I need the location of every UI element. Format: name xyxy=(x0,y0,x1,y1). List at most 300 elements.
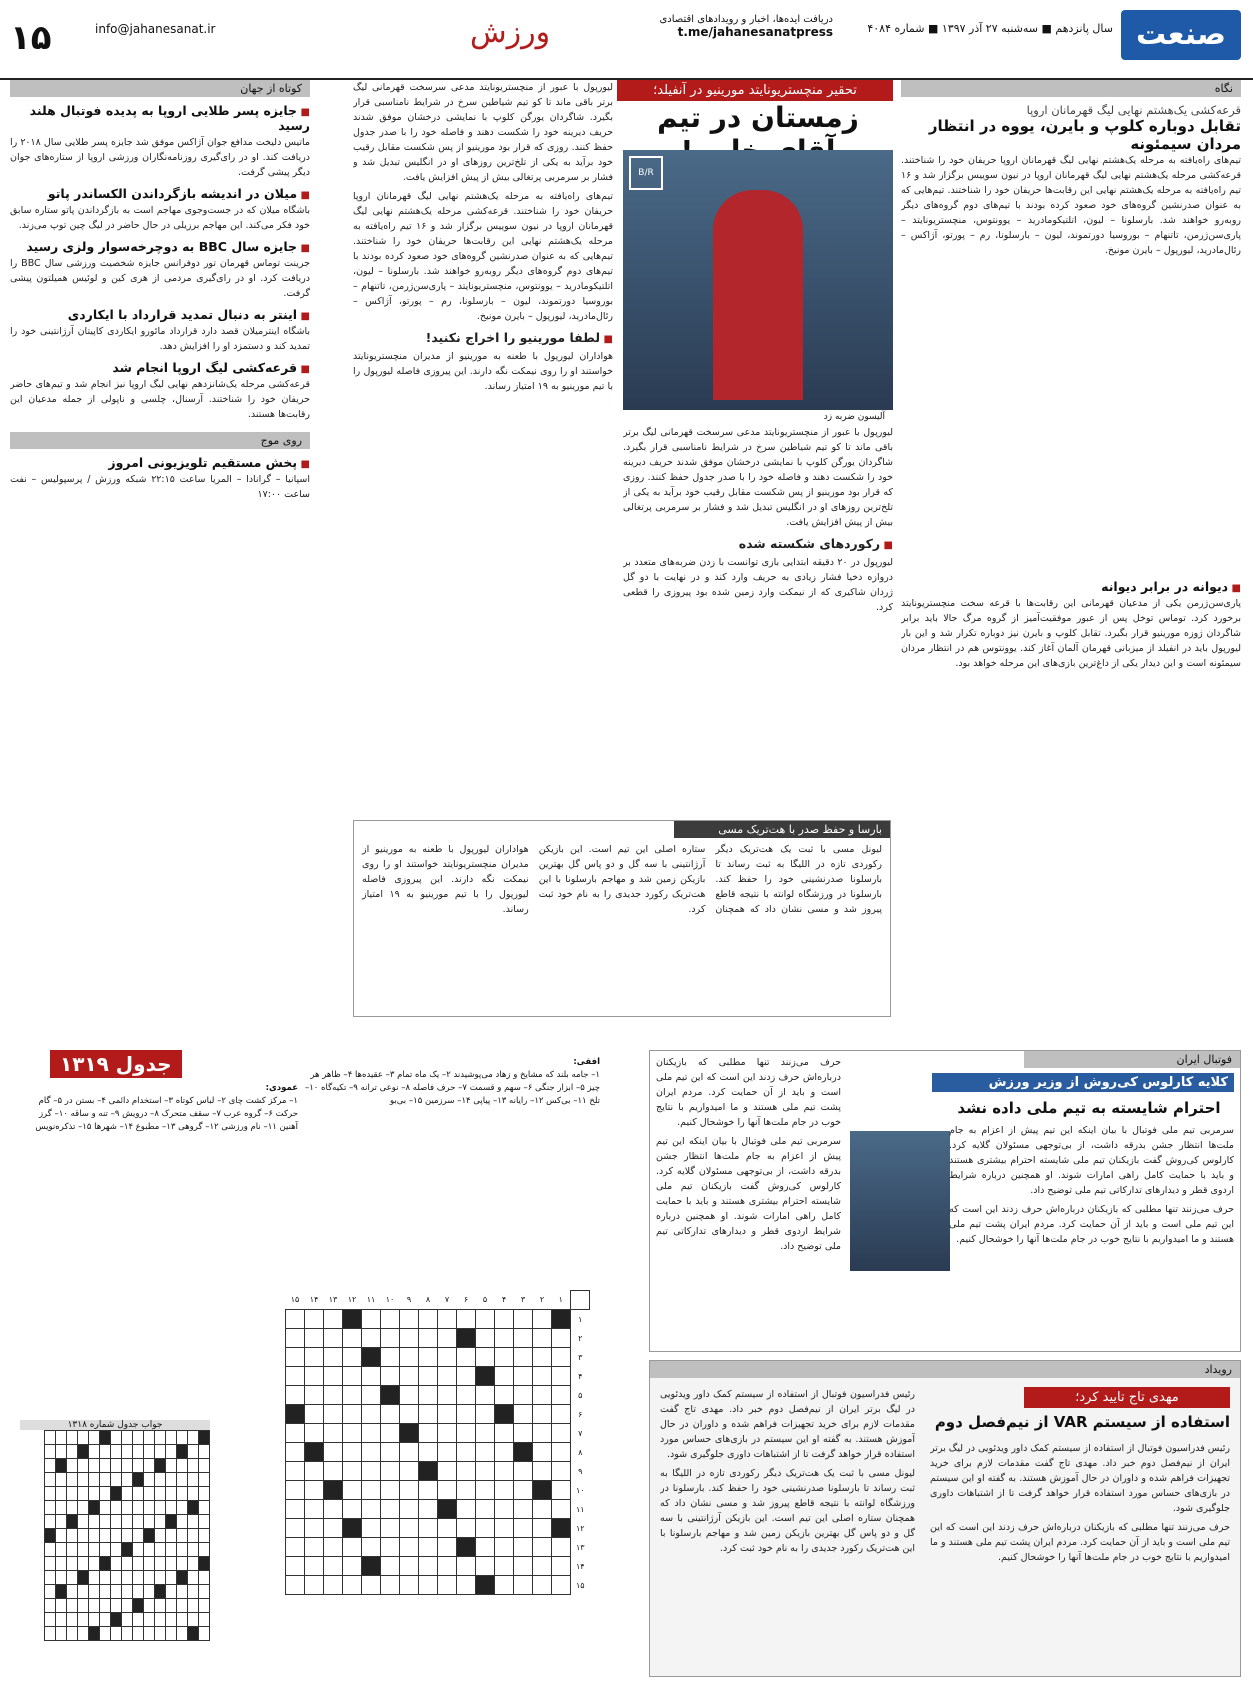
grid-cell[interactable] xyxy=(476,1310,495,1329)
grid-cell[interactable] xyxy=(495,1576,514,1595)
grid-cell[interactable] xyxy=(400,1538,419,1557)
grid-cell[interactable] xyxy=(457,1557,476,1576)
grid-cell[interactable] xyxy=(438,1500,457,1519)
answer-cell xyxy=(45,1473,56,1487)
grid-cell[interactable] xyxy=(457,1405,476,1424)
grid-row-number: ۱۵ xyxy=(575,1580,585,1590)
answer-cell xyxy=(111,1585,122,1599)
grid-cell[interactable] xyxy=(400,1481,419,1500)
grid-cell[interactable] xyxy=(362,1557,381,1576)
answer-cell xyxy=(199,1543,210,1557)
grid-cell[interactable] xyxy=(419,1557,438,1576)
grid-cell[interactable] xyxy=(476,1557,495,1576)
answer-cell xyxy=(56,1613,67,1627)
grid-cell[interactable] xyxy=(514,1443,533,1462)
answer-cell xyxy=(199,1571,210,1585)
grid-cell[interactable] xyxy=(457,1519,476,1538)
grid-row-number: ۶ xyxy=(578,1409,583,1419)
grid-cell[interactable] xyxy=(533,1481,552,1500)
grid-cell[interactable] xyxy=(533,1310,552,1329)
grid-cell[interactable] xyxy=(343,1310,362,1329)
grid-cell[interactable] xyxy=(476,1519,495,1538)
grid-cell[interactable] xyxy=(457,1576,476,1595)
grid-cell[interactable] xyxy=(419,1329,438,1348)
grid-cell[interactable] xyxy=(495,1386,514,1405)
grid-cell[interactable] xyxy=(438,1310,457,1329)
grid-cell[interactable] xyxy=(362,1348,381,1367)
grid-col-number: ۶ xyxy=(463,1295,469,1305)
grid-cell[interactable] xyxy=(533,1557,552,1576)
grid-cell[interactable] xyxy=(476,1462,495,1481)
grid-cell[interactable] xyxy=(362,1367,381,1386)
grid-cell[interactable] xyxy=(533,1348,552,1367)
grid-cell[interactable] xyxy=(476,1576,495,1595)
grid-cell[interactable] xyxy=(381,1576,400,1595)
grid-cell[interactable] xyxy=(324,1538,343,1557)
answer-cell xyxy=(177,1445,188,1459)
grid-cell[interactable] xyxy=(362,1576,381,1595)
answer-cell xyxy=(199,1627,210,1641)
grid-cell[interactable] xyxy=(324,1329,343,1348)
answer-cell xyxy=(188,1585,199,1599)
grid-cell[interactable] xyxy=(324,1367,343,1386)
grid-cell[interactable] xyxy=(305,1310,324,1329)
grid-cell[interactable] xyxy=(419,1405,438,1424)
grid-cell[interactable] xyxy=(514,1405,533,1424)
grid-cell[interactable] xyxy=(514,1500,533,1519)
answer-cell xyxy=(199,1599,210,1613)
grid-cell[interactable] xyxy=(514,1310,533,1329)
answer-cell xyxy=(89,1571,100,1585)
grid-cell[interactable] xyxy=(324,1500,343,1519)
grid-cell[interactable] xyxy=(381,1424,400,1443)
grid-cell[interactable] xyxy=(419,1462,438,1481)
grid-cell[interactable] xyxy=(533,1443,552,1462)
answer-cell xyxy=(144,1599,155,1613)
grid-cell[interactable] xyxy=(305,1443,324,1462)
grid-cell[interactable] xyxy=(419,1519,438,1538)
news-item-title[interactable]: ■ جایزه سال BBC به دوچرخه‌سوار ولزی رسید xyxy=(10,239,310,254)
grid-cell[interactable] xyxy=(476,1405,495,1424)
grid-cell[interactable] xyxy=(552,1348,571,1367)
answer-cell xyxy=(199,1613,210,1627)
crossword-grid[interactable] xyxy=(285,1290,590,1595)
answer-cell xyxy=(67,1613,78,1627)
grid-cell[interactable] xyxy=(419,1443,438,1462)
grid-cell[interactable] xyxy=(400,1557,419,1576)
news-item-title[interactable]: ■ میلان در اندیشه بازگرداندن الکساندر پاتو xyxy=(10,186,310,201)
grid-cell[interactable] xyxy=(552,1576,571,1595)
answer-cell xyxy=(133,1515,144,1529)
grid-cell[interactable] xyxy=(495,1538,514,1557)
grid-cell[interactable] xyxy=(495,1405,514,1424)
grid-cell[interactable] xyxy=(457,1481,476,1500)
grid-cell[interactable] xyxy=(438,1481,457,1500)
grid-cell[interactable] xyxy=(324,1519,343,1538)
grid-cell[interactable] xyxy=(381,1310,400,1329)
grid-cell[interactable] xyxy=(457,1348,476,1367)
grid-cell[interactable] xyxy=(305,1386,324,1405)
news-item-title[interactable]: ■ اینتر به دنبال تمدید قرارداد با ایکاردی xyxy=(10,307,310,322)
grid-cell[interactable] xyxy=(457,1329,476,1348)
grid-cell[interactable] xyxy=(552,1329,571,1348)
grid-cell[interactable] xyxy=(533,1329,552,1348)
grid-cell[interactable] xyxy=(552,1443,571,1462)
grid-cell[interactable] xyxy=(286,1424,305,1443)
answer-cell xyxy=(155,1571,166,1585)
subhead: ■ لطفا مورینیو را اخراج نکنید! xyxy=(353,330,613,347)
grid-cell[interactable] xyxy=(324,1443,343,1462)
grid-cell[interactable] xyxy=(457,1386,476,1405)
grid-cell[interactable] xyxy=(343,1386,362,1405)
grid-cell[interactable] xyxy=(552,1538,571,1557)
answer-cell xyxy=(45,1543,56,1557)
grid-cell[interactable] xyxy=(495,1348,514,1367)
grid-cell[interactable] xyxy=(438,1386,457,1405)
grid-cell[interactable] xyxy=(495,1481,514,1500)
grid-cell[interactable] xyxy=(324,1576,343,1595)
grid-cell[interactable] xyxy=(381,1538,400,1557)
grid-row-number: ۱۰ xyxy=(575,1485,585,1495)
box-body xyxy=(949,1123,1234,1348)
grid-cell[interactable] xyxy=(533,1405,552,1424)
grid-cell[interactable] xyxy=(381,1481,400,1500)
grid-cell[interactable] xyxy=(495,1443,514,1462)
answer-cell xyxy=(45,1459,56,1473)
grid-cell[interactable] xyxy=(438,1462,457,1481)
answer-cell xyxy=(100,1599,111,1613)
grid-cell[interactable] xyxy=(476,1443,495,1462)
grid-cell[interactable] xyxy=(419,1538,438,1557)
grid-cell[interactable] xyxy=(457,1500,476,1519)
news-item-title[interactable]: ■ جایزه پسر طلایی اروپا به پدیده فوتبال هلند رسید xyxy=(10,103,310,133)
answer-cell xyxy=(144,1459,155,1473)
headline[interactable]: تقابل دوباره کلوپ و بایرن، یووه در انتظار مردان سیمئونه xyxy=(928,117,1241,153)
answer-cell xyxy=(188,1543,199,1557)
grid-cell[interactable] xyxy=(514,1348,533,1367)
grid-cell[interactable] xyxy=(381,1367,400,1386)
grid-cell[interactable] xyxy=(457,1538,476,1557)
grid-cell[interactable] xyxy=(362,1538,381,1557)
grid-cell[interactable] xyxy=(533,1367,552,1386)
grid-cell[interactable] xyxy=(381,1386,400,1405)
grid-cell[interactable] xyxy=(438,1348,457,1367)
grid-cell[interactable] xyxy=(400,1576,419,1595)
answer-cell xyxy=(78,1501,89,1515)
grid-cell[interactable] xyxy=(495,1519,514,1538)
grid-cell[interactable] xyxy=(381,1443,400,1462)
grid-cell[interactable] xyxy=(286,1310,305,1329)
grid-cell[interactable] xyxy=(476,1538,495,1557)
grid-cell[interactable] xyxy=(343,1348,362,1367)
grid-cell[interactable] xyxy=(286,1538,305,1557)
grid-cell[interactable] xyxy=(552,1310,571,1329)
answer-cell xyxy=(89,1431,100,1445)
grid-cell[interactable] xyxy=(381,1462,400,1481)
grid-cell[interactable] xyxy=(476,1424,495,1443)
grid-cell[interactable] xyxy=(495,1500,514,1519)
grid-cell[interactable] xyxy=(457,1424,476,1443)
grid-cell[interactable] xyxy=(533,1424,552,1443)
grid-cell[interactable] xyxy=(533,1519,552,1538)
grid-cell[interactable] xyxy=(400,1443,419,1462)
vertical-text: ۱– مرکز کشت چای ۲– لباس کوتاه ۳– استخدام دائمی ۴– بستن در ۵– گام حرکت ۶– گروه عرب ۷– سقف متحرک ۸– درویش ۹– تنه و ساقه ۱۰– گرز آهنین ۱۱– نام ورزشی ۱۲– گروهی ۱۳– مطبوع ۱۴– شهرها ۱۵– تذکره‌نویس xyxy=(35,1096,298,1132)
headline[interactable]: احترام شایسته به تیم ملی داده نشد xyxy=(957,1099,1221,1117)
grid-cell[interactable] xyxy=(343,1557,362,1576)
grid-cell[interactable] xyxy=(305,1519,324,1538)
grid-cell[interactable] xyxy=(343,1538,362,1557)
grid-cell[interactable] xyxy=(495,1310,514,1329)
grid-cell[interactable] xyxy=(343,1424,362,1443)
grid-cell[interactable] xyxy=(324,1462,343,1481)
grid-cell[interactable] xyxy=(514,1538,533,1557)
grid-cell[interactable] xyxy=(343,1576,362,1595)
box-bar[interactable]: بارسا و حفظ صدر با هت‌تریک مسی xyxy=(674,821,890,838)
grid-cell[interactable] xyxy=(362,1500,381,1519)
grid-cell[interactable] xyxy=(305,1405,324,1424)
grid-cell[interactable] xyxy=(438,1424,457,1443)
grid-cell[interactable] xyxy=(305,1538,324,1557)
grid-cell[interactable] xyxy=(400,1462,419,1481)
grid-cell[interactable] xyxy=(438,1443,457,1462)
grid-cell[interactable] xyxy=(552,1519,571,1538)
grid-cell[interactable] xyxy=(552,1462,571,1481)
grid-cell[interactable] xyxy=(286,1367,305,1386)
grid-cell[interactable] xyxy=(305,1424,324,1443)
grid-cell[interactable] xyxy=(400,1424,419,1443)
grid-cell[interactable] xyxy=(343,1329,362,1348)
grid-cell[interactable] xyxy=(343,1481,362,1500)
grid-cell[interactable] xyxy=(324,1310,343,1329)
box-bar: فوتبال ایران xyxy=(1024,1051,1240,1068)
grid-cell[interactable] xyxy=(362,1424,381,1443)
answer-cell xyxy=(100,1473,111,1487)
answer-cell xyxy=(188,1501,199,1515)
grid-cell[interactable] xyxy=(438,1519,457,1538)
grid-cell[interactable] xyxy=(514,1557,533,1576)
answer-cell xyxy=(155,1543,166,1557)
grid-cell[interactable] xyxy=(305,1462,324,1481)
answer-cell xyxy=(133,1599,144,1613)
body-text: حرف می‌زنند تنها مطلبی که بازیکنان درباره‌اش حرف زدند این است که این تیم ملی است و باید از آن حمایت کرد. مردم ایران پشت تیم ملی هستند و ما امیدواریم با نتایج خوب در جام ملت‌ها آنها را خوشحال کنیم. xyxy=(930,1522,1230,1563)
grid-cell[interactable] xyxy=(552,1367,571,1386)
crossword-grid-wrap[interactable] xyxy=(285,1290,590,1595)
grid-cell[interactable] xyxy=(400,1386,419,1405)
grid-cell[interactable] xyxy=(400,1348,419,1367)
grid-cell[interactable] xyxy=(305,1576,324,1595)
grid-cell[interactable] xyxy=(305,1500,324,1519)
grid-cell[interactable] xyxy=(457,1310,476,1329)
grid-cell[interactable] xyxy=(362,1310,381,1329)
grid-cell[interactable] xyxy=(343,1367,362,1386)
grid-cell[interactable] xyxy=(381,1519,400,1538)
grid-cell[interactable] xyxy=(514,1329,533,1348)
grid-cell[interactable] xyxy=(476,1500,495,1519)
grid-cell[interactable] xyxy=(514,1481,533,1500)
grid-cell[interactable] xyxy=(533,1462,552,1481)
grid-cell[interactable] xyxy=(286,1462,305,1481)
headline[interactable]: استفاده از سیستم VAR از نیم‌فصل دوم xyxy=(934,1413,1230,1431)
box-body xyxy=(354,838,890,1016)
grid-cell[interactable] xyxy=(438,1538,457,1557)
grid-cell[interactable] xyxy=(438,1576,457,1595)
grid-cell[interactable] xyxy=(324,1481,343,1500)
grid-cell[interactable] xyxy=(362,1386,381,1405)
grid-cell[interactable] xyxy=(438,1557,457,1576)
grid-cell[interactable] xyxy=(552,1386,571,1405)
answer-cell xyxy=(122,1473,133,1487)
grid-cell[interactable] xyxy=(400,1519,419,1538)
grid-cell[interactable] xyxy=(514,1386,533,1405)
grid-cell[interactable] xyxy=(514,1576,533,1595)
main-headline[interactable]: زمستان در تیم xyxy=(657,101,859,134)
grid-cell[interactable] xyxy=(438,1367,457,1386)
grid-cell[interactable] xyxy=(552,1500,571,1519)
grid-cell[interactable] xyxy=(476,1348,495,1367)
grid-cell[interactable] xyxy=(381,1329,400,1348)
grid-cell[interactable] xyxy=(324,1348,343,1367)
answer-cell xyxy=(188,1627,199,1641)
grid-cell[interactable] xyxy=(419,1481,438,1500)
grid-cell[interactable] xyxy=(495,1557,514,1576)
grid-cell[interactable] xyxy=(476,1367,495,1386)
grid-cell[interactable] xyxy=(286,1386,305,1405)
left-column xyxy=(10,80,310,1015)
grid-cell[interactable] xyxy=(400,1500,419,1519)
grid-cell[interactable] xyxy=(552,1405,571,1424)
grid-cell[interactable] xyxy=(495,1329,514,1348)
grid-cell[interactable] xyxy=(533,1500,552,1519)
grid-cell[interactable] xyxy=(476,1329,495,1348)
answer-cell xyxy=(111,1543,122,1557)
telegram-handle[interactable]: t.me/jahanesanatpress xyxy=(677,25,833,39)
grid-cell[interactable] xyxy=(533,1576,552,1595)
grid-cell[interactable] xyxy=(457,1367,476,1386)
grid-cell[interactable] xyxy=(419,1367,438,1386)
grid-row-number: ۱۴ xyxy=(575,1561,585,1571)
grid-cell[interactable] xyxy=(514,1367,533,1386)
email-address[interactable]: info@jahanesanat.ir xyxy=(95,22,216,36)
grid-cell[interactable] xyxy=(343,1519,362,1538)
main-body-b xyxy=(353,80,613,810)
grid-cell[interactable] xyxy=(305,1329,324,1348)
news-item-title[interactable]: ■ قرعه‌کشی لیگ اروپا انجام شد xyxy=(10,360,310,375)
grid-cell[interactable] xyxy=(495,1367,514,1386)
grid-cell[interactable] xyxy=(324,1405,343,1424)
grid-cell[interactable] xyxy=(343,1405,362,1424)
answer-cell xyxy=(111,1459,122,1473)
grid-cell[interactable] xyxy=(495,1462,514,1481)
answer-cell xyxy=(199,1445,210,1459)
grid-cell[interactable] xyxy=(438,1405,457,1424)
grid-cell[interactable] xyxy=(400,1310,419,1329)
grid-cell[interactable] xyxy=(400,1405,419,1424)
grid-cell[interactable] xyxy=(552,1481,571,1500)
grid-cell[interactable] xyxy=(324,1424,343,1443)
answer-cell xyxy=(155,1529,166,1543)
answer-cell xyxy=(89,1599,100,1613)
grid-cell[interactable] xyxy=(381,1405,400,1424)
answer-cell xyxy=(89,1529,100,1543)
grid-col-number: ۱۰ xyxy=(385,1295,395,1305)
grid-cell[interactable] xyxy=(514,1462,533,1481)
grid-cell[interactable] xyxy=(514,1519,533,1538)
grid-cell[interactable] xyxy=(286,1329,305,1348)
grid-cell[interactable] xyxy=(419,1310,438,1329)
telegram-promo[interactable] xyxy=(659,14,833,39)
grid-cell[interactable] xyxy=(533,1386,552,1405)
grid-cell[interactable] xyxy=(362,1519,381,1538)
grid-cell[interactable] xyxy=(286,1500,305,1519)
grid-cell[interactable] xyxy=(324,1386,343,1405)
grid-cell[interactable] xyxy=(552,1557,571,1576)
grid-cell[interactable] xyxy=(362,1405,381,1424)
grid-cell[interactable] xyxy=(305,1481,324,1500)
grid-cell[interactable] xyxy=(419,1500,438,1519)
grid-cell[interactable] xyxy=(381,1500,400,1519)
grid-cell[interactable] xyxy=(305,1367,324,1386)
grid-cell[interactable] xyxy=(305,1348,324,1367)
grid-cell[interactable] xyxy=(438,1329,457,1348)
body-text: هواداران لیورپول با طعنه به مورینیو از مدیران منچستریونایتد خواستند او را روی نیمکت نگه دارند. این پیروزی فاصله لیورپول را با تیم مورینیو به ۱۹ امتیاز رساند. xyxy=(353,351,613,392)
main-body-a xyxy=(623,425,893,810)
grid-cell[interactable] xyxy=(362,1481,381,1500)
answer-cell xyxy=(67,1515,78,1529)
grid-cell[interactable] xyxy=(400,1367,419,1386)
grid-cell[interactable] xyxy=(495,1424,514,1443)
grid-cell[interactable] xyxy=(286,1557,305,1576)
grid-cell[interactable] xyxy=(476,1481,495,1500)
grid-cell[interactable] xyxy=(343,1462,362,1481)
grid-cell[interactable] xyxy=(286,1481,305,1500)
grid-cell[interactable] xyxy=(362,1329,381,1348)
grid-cell[interactable] xyxy=(286,1405,305,1424)
answer-cell xyxy=(78,1431,89,1445)
grid-cell[interactable] xyxy=(286,1348,305,1367)
grid-cell[interactable] xyxy=(286,1576,305,1595)
grid-cell[interactable] xyxy=(533,1538,552,1557)
grid-cell[interactable] xyxy=(514,1424,533,1443)
grid-cell[interactable] xyxy=(400,1329,419,1348)
answer-cell xyxy=(144,1529,155,1543)
grid-cell[interactable] xyxy=(362,1443,381,1462)
grid-cell[interactable] xyxy=(419,1424,438,1443)
answer-cell xyxy=(155,1585,166,1599)
grid-cell[interactable] xyxy=(457,1443,476,1462)
grid-cell[interactable] xyxy=(286,1519,305,1538)
body-text: رئیس فدراسیون فوتبال از استفاده از سیستم کمک داور ویدئویی در لیگ برتر ایران از نیم‌فصل دوم خبر داد. مهدی تاج گفت مقدمات لازم برای خرید تجهیزات فراهم شده و داوران در حال آموزش هستند. به گفته او این سیستم در بازی‌های حساس مورد استفاده قرار خواهد گرفت تا از اشتباهات داوری جلوگیری شود. xyxy=(930,1443,1230,1514)
grid-cell[interactable] xyxy=(419,1348,438,1367)
answer-cell xyxy=(45,1613,56,1627)
grid-col-number: ۱ xyxy=(558,1295,563,1305)
grid-cell[interactable] xyxy=(381,1557,400,1576)
grid-cell[interactable] xyxy=(305,1557,324,1576)
answer-cell xyxy=(100,1501,111,1515)
grid-cell[interactable] xyxy=(419,1576,438,1595)
grid-cell[interactable] xyxy=(419,1386,438,1405)
grid-cell[interactable] xyxy=(552,1424,571,1443)
grid-cell[interactable] xyxy=(457,1462,476,1481)
grid-cell[interactable] xyxy=(476,1386,495,1405)
answer-cell xyxy=(166,1459,177,1473)
grid-cell[interactable] xyxy=(343,1443,362,1462)
grid-cell[interactable] xyxy=(324,1557,343,1576)
grid-cell[interactable] xyxy=(343,1500,362,1519)
grid-cell[interactable] xyxy=(286,1443,305,1462)
section-bar: نگاه xyxy=(901,80,1241,97)
grid-cell[interactable] xyxy=(381,1348,400,1367)
grid-cell[interactable] xyxy=(362,1462,381,1481)
